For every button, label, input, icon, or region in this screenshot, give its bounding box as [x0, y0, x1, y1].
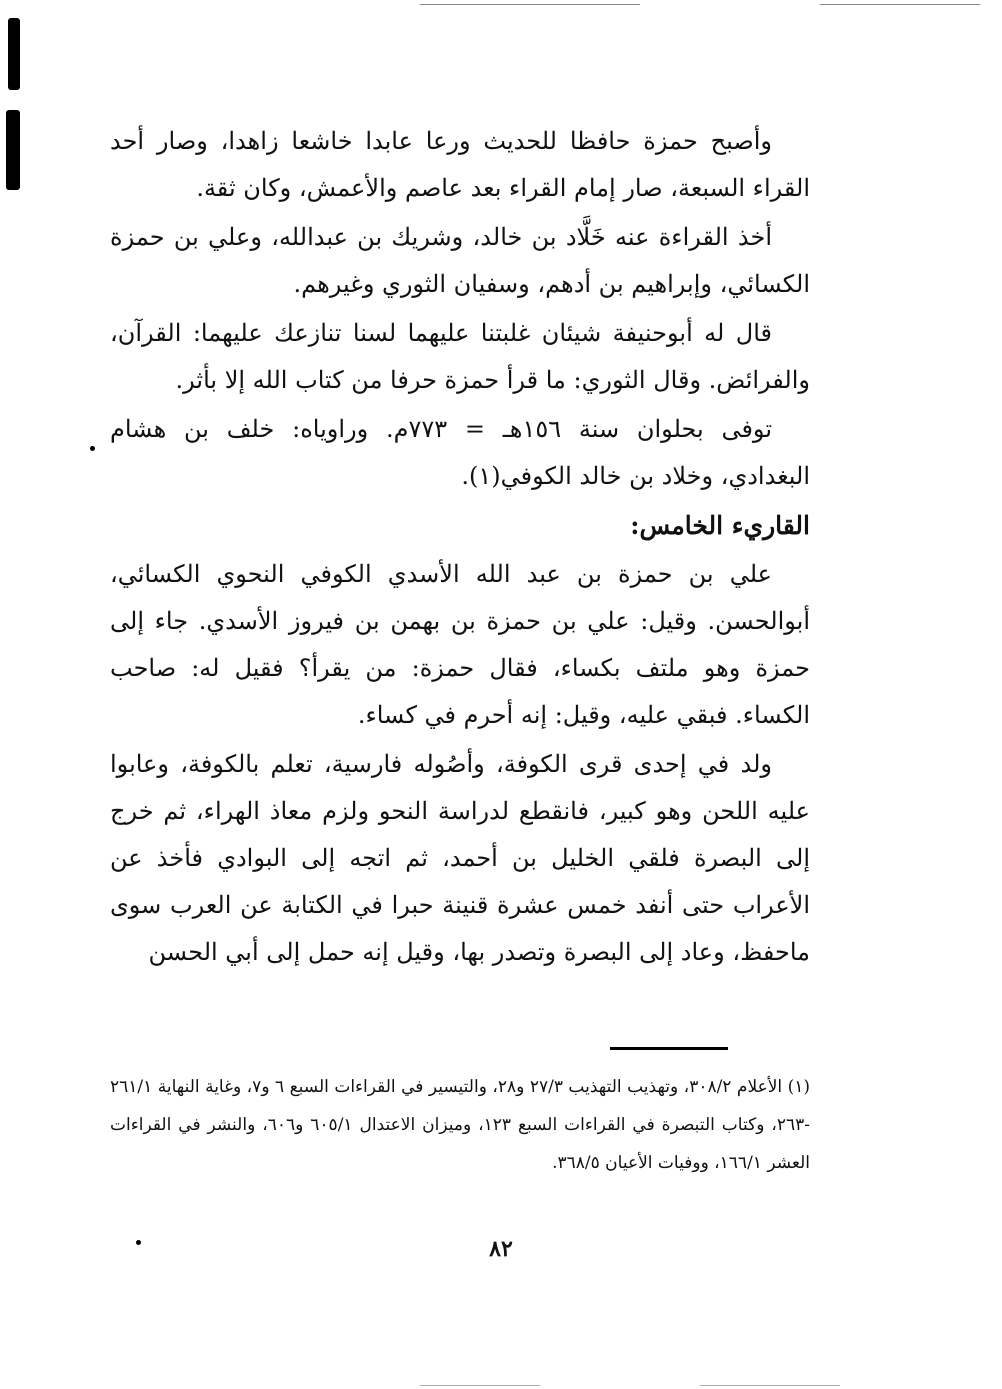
section-heading: القاريء الخامس:	[630, 511, 810, 540]
paragraph: علي بن حمزة بن عبد الله الأسدي الكوفي النحوي الكسائي، أبوالحسن. وقيل: علي بن حمزة بن بهمن بن فيروز الأسدي. جاء إلى حمزة وهو ملتف بكساء، فقال حمزة: من يقرأ؟ فقيل له: صاحب الكساء. فبقي عليه، وقيل: إنه أحرم في كساء.	[110, 560, 810, 729]
main-text	[110, 118, 810, 976]
page-number: ٨٢	[489, 1236, 513, 1262]
footnotes	[110, 1068, 810, 1182]
footnote: (١) الأعلام ٣٠٨/٢، وتهذيب التهذيب ٢٧/٣ و٢٨، والتيسير في القراءات السبع ٦ و٧، وغاية النهاية ٢٦١/١ -٢٦٣، وكتاب التبصرة في القراءات السبع ١٢٣، وميزان الاعتدال ٦٠٥/١ و٦٠٦، والنشر في القراءات العشر ١٦٦/١، ووفيات الأعيان ٣٦٨/٥.	[110, 1077, 811, 1173]
footnote-separator	[610, 1047, 728, 1050]
scan-edge-mark	[6, 110, 20, 190]
scan-line	[420, 1385, 540, 1386]
scan-edge-mark	[8, 18, 20, 90]
paragraph: أخذ القراءة عنه خَلَّاد بن خالد، وشريك بن عبدالله، وعلي بن حمزة الكسائي، وإبراهيم بن أدهم، وسفيان الثوري وغيرهم.	[110, 223, 810, 298]
paragraph: قال له أبوحنيفة شيئان غلبتنا عليهما لسنا تنازعك عليهما: القرآن، والفرائض. وقال الثوري: ما قرأ حمزة حرفا من كتاب الله إلا بأثر.	[110, 319, 810, 394]
paragraph: توفى بحلوان سنة ١٥٦هـ = ٧٧٣م. وراوياه: خلف بن هشام البغدادي، وخلاد بن خالد الكوفي(١).	[110, 415, 810, 490]
paragraph: ولد في إحدى قرى الكوفة، وأصُوله فارسية، تعلم بالكوفة، وعابوا عليه اللحن وهو كبير، فانقطع لدراسة النحو ولزم معاذ الهراء، ثم خرج إلى البصرة فلقي الخليل بن أحمد، ثم اتجه إلى البوادي فأخذ عن الأعراب حتى أنفد خمس عشرة قنينة حبرا في الكتابة عن العرب سوى ماحفظ، وعاد إلى البصرة وتصدر بها، وقيل إنه حمل إلى أبي الحسن	[110, 750, 811, 966]
scan-line	[820, 4, 980, 5]
scan-line	[420, 4, 640, 5]
scan-line	[700, 1385, 840, 1386]
scan-speck	[90, 446, 95, 451]
paragraph: وأصبح حمزة حافظا للحديث ورعا عابدا خاشعا زاهدا، وصار أحد القراء السبعة، صار إمام القراء بعد عاصم والأعمش، وكان ثقة.	[110, 127, 810, 202]
